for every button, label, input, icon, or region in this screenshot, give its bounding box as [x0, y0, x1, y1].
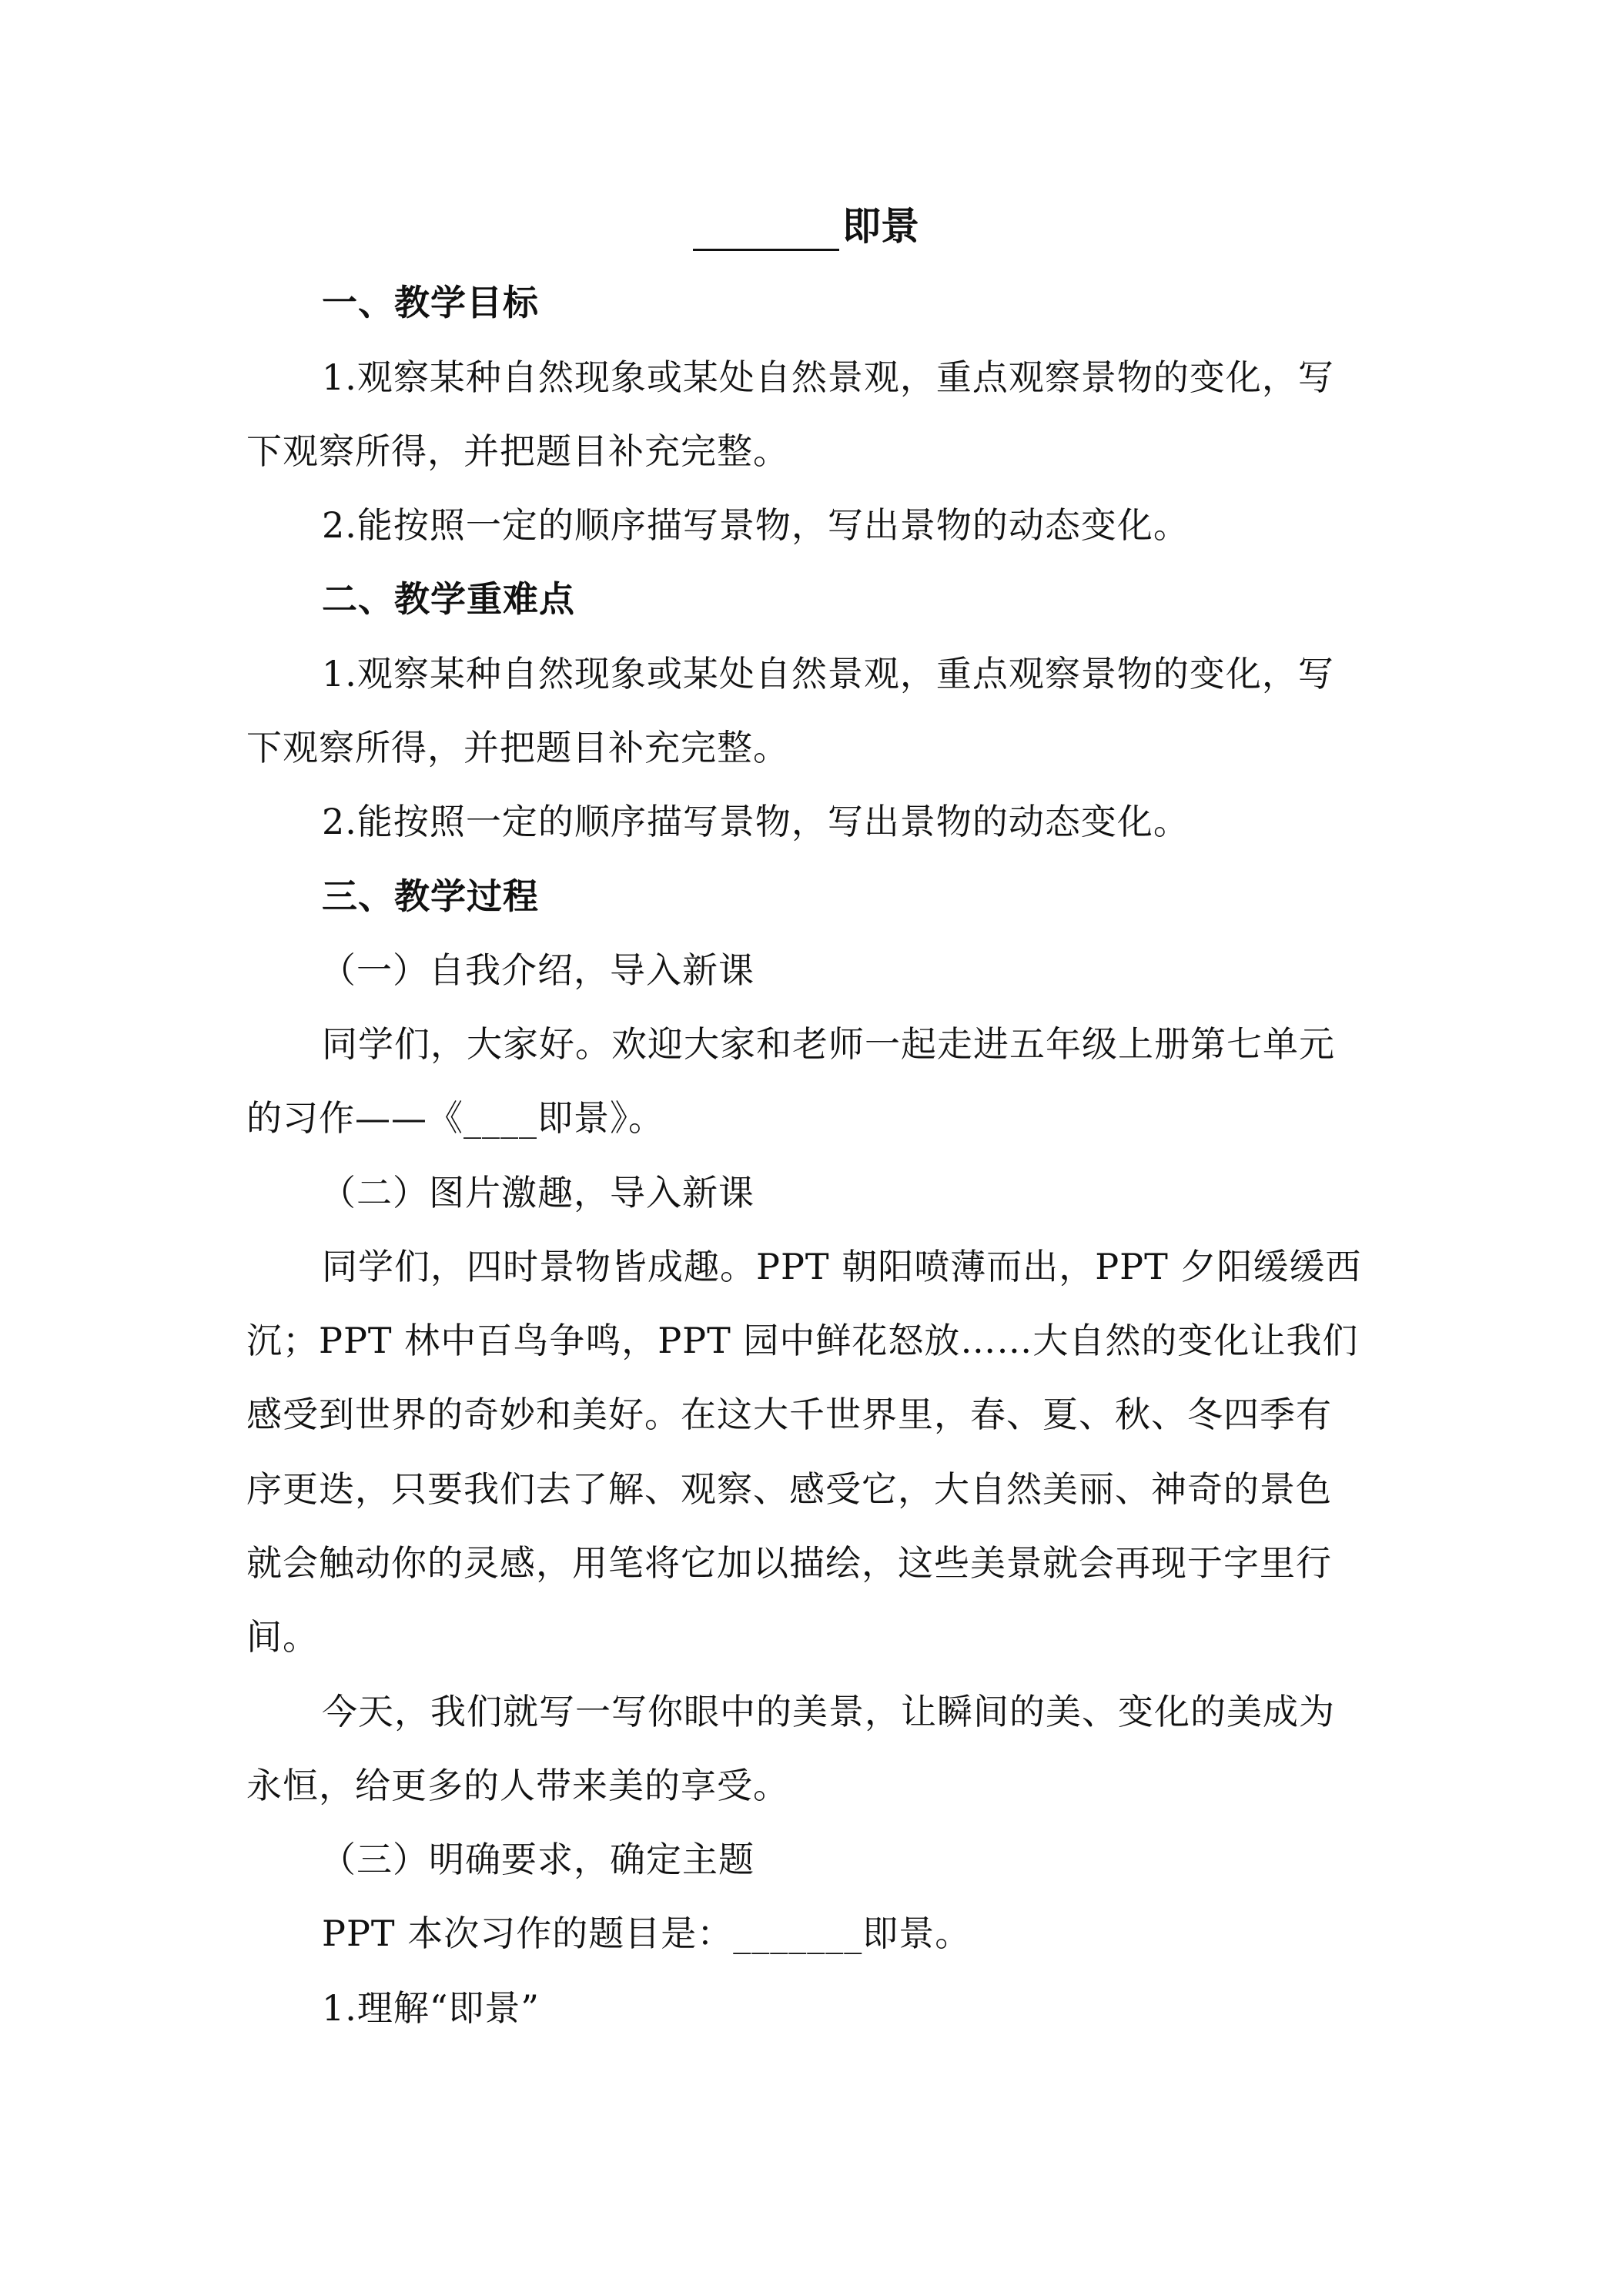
- step-1-paragraph-line-1: 同学们，大家好。欢迎大家和老师一起走进五年级上册第七单元: [322, 1023, 1335, 1065]
- page-title: [693, 202, 919, 251]
- goals-item-1-line-1: 1.观察某种自然现象或某处自然景观，重点观察景物的变化，写: [322, 356, 1334, 398]
- step-3-paragraph: PPT 本次习作的题目是：_______即景。: [322, 1913, 972, 1954]
- step-1-heading: （一）自我介绍，导入新课: [320, 949, 755, 991]
- step-1-paragraph-line-2: 的习作——《____即景》。: [246, 1097, 664, 1139]
- section-heading-process: 三、教学过程: [322, 875, 539, 917]
- step-2-heading: （二）图片激趣，导入新课: [320, 1172, 755, 1213]
- key-item-2: 2.能按照一定的顺序描写景物，写出景物的动态变化。: [322, 801, 1190, 842]
- step-2-paragraph-line-5: 就会触动你的灵感，用笔将它加以描绘，这些美景就会再现于字里行: [246, 1542, 1332, 1584]
- title-text: 即景: [842, 204, 919, 249]
- step-2-paragraph-line-4: 序更迭，只要我们去了解、观察、感受它，大自然美丽、神奇的景色: [246, 1468, 1332, 1510]
- step-2-paragraph-line-1: 同学们，四时景物皆成趣。PPT 朝阳喷薄而出，PPT 夕阳缓缓西: [322, 1246, 1362, 1287]
- step-3-item-1: 1.理解“即景”: [322, 1987, 540, 2029]
- step-2-paragraph-2-line-1: 今天，我们就写一写你眼中的美景，让瞬间的美、变化的美成为: [322, 1691, 1335, 1732]
- goals-item-2: 2.能按照一定的顺序描写景物，写出景物的动态变化。: [322, 504, 1190, 546]
- step-2-paragraph-line-2: 沉；PPT 林中百鸟争鸣，PPT 园中鲜花怒放……大自然的变化让我们: [246, 1320, 1359, 1361]
- key-item-1-line-2: 下观察所得，并把题目补充完整。: [246, 727, 789, 768]
- section-heading-key-points: 二、教学重难点: [322, 578, 575, 620]
- step-3-heading: （三）明确要求，确定主题: [320, 1839, 755, 1880]
- title-blank-line: [693, 212, 839, 251]
- step-2-paragraph-line-3: 感受到世界的奇妙和美好。在这大千世界里，春、夏、秋、冬四季有: [246, 1394, 1332, 1435]
- key-item-1-line-1: 1.观察某种自然现象或某处自然景观，重点观察景物的变化，写: [322, 653, 1334, 694]
- goals-item-1-line-2: 下观察所得，并把题目补充完整。: [246, 430, 789, 472]
- section-heading-goals: 一、教学目标: [322, 282, 539, 323]
- step-2-paragraph-2-line-2: 永恒，给更多的人带来美的享受。: [246, 1765, 789, 1806]
- step-2-paragraph-line-6: 间。: [246, 1616, 319, 1658]
